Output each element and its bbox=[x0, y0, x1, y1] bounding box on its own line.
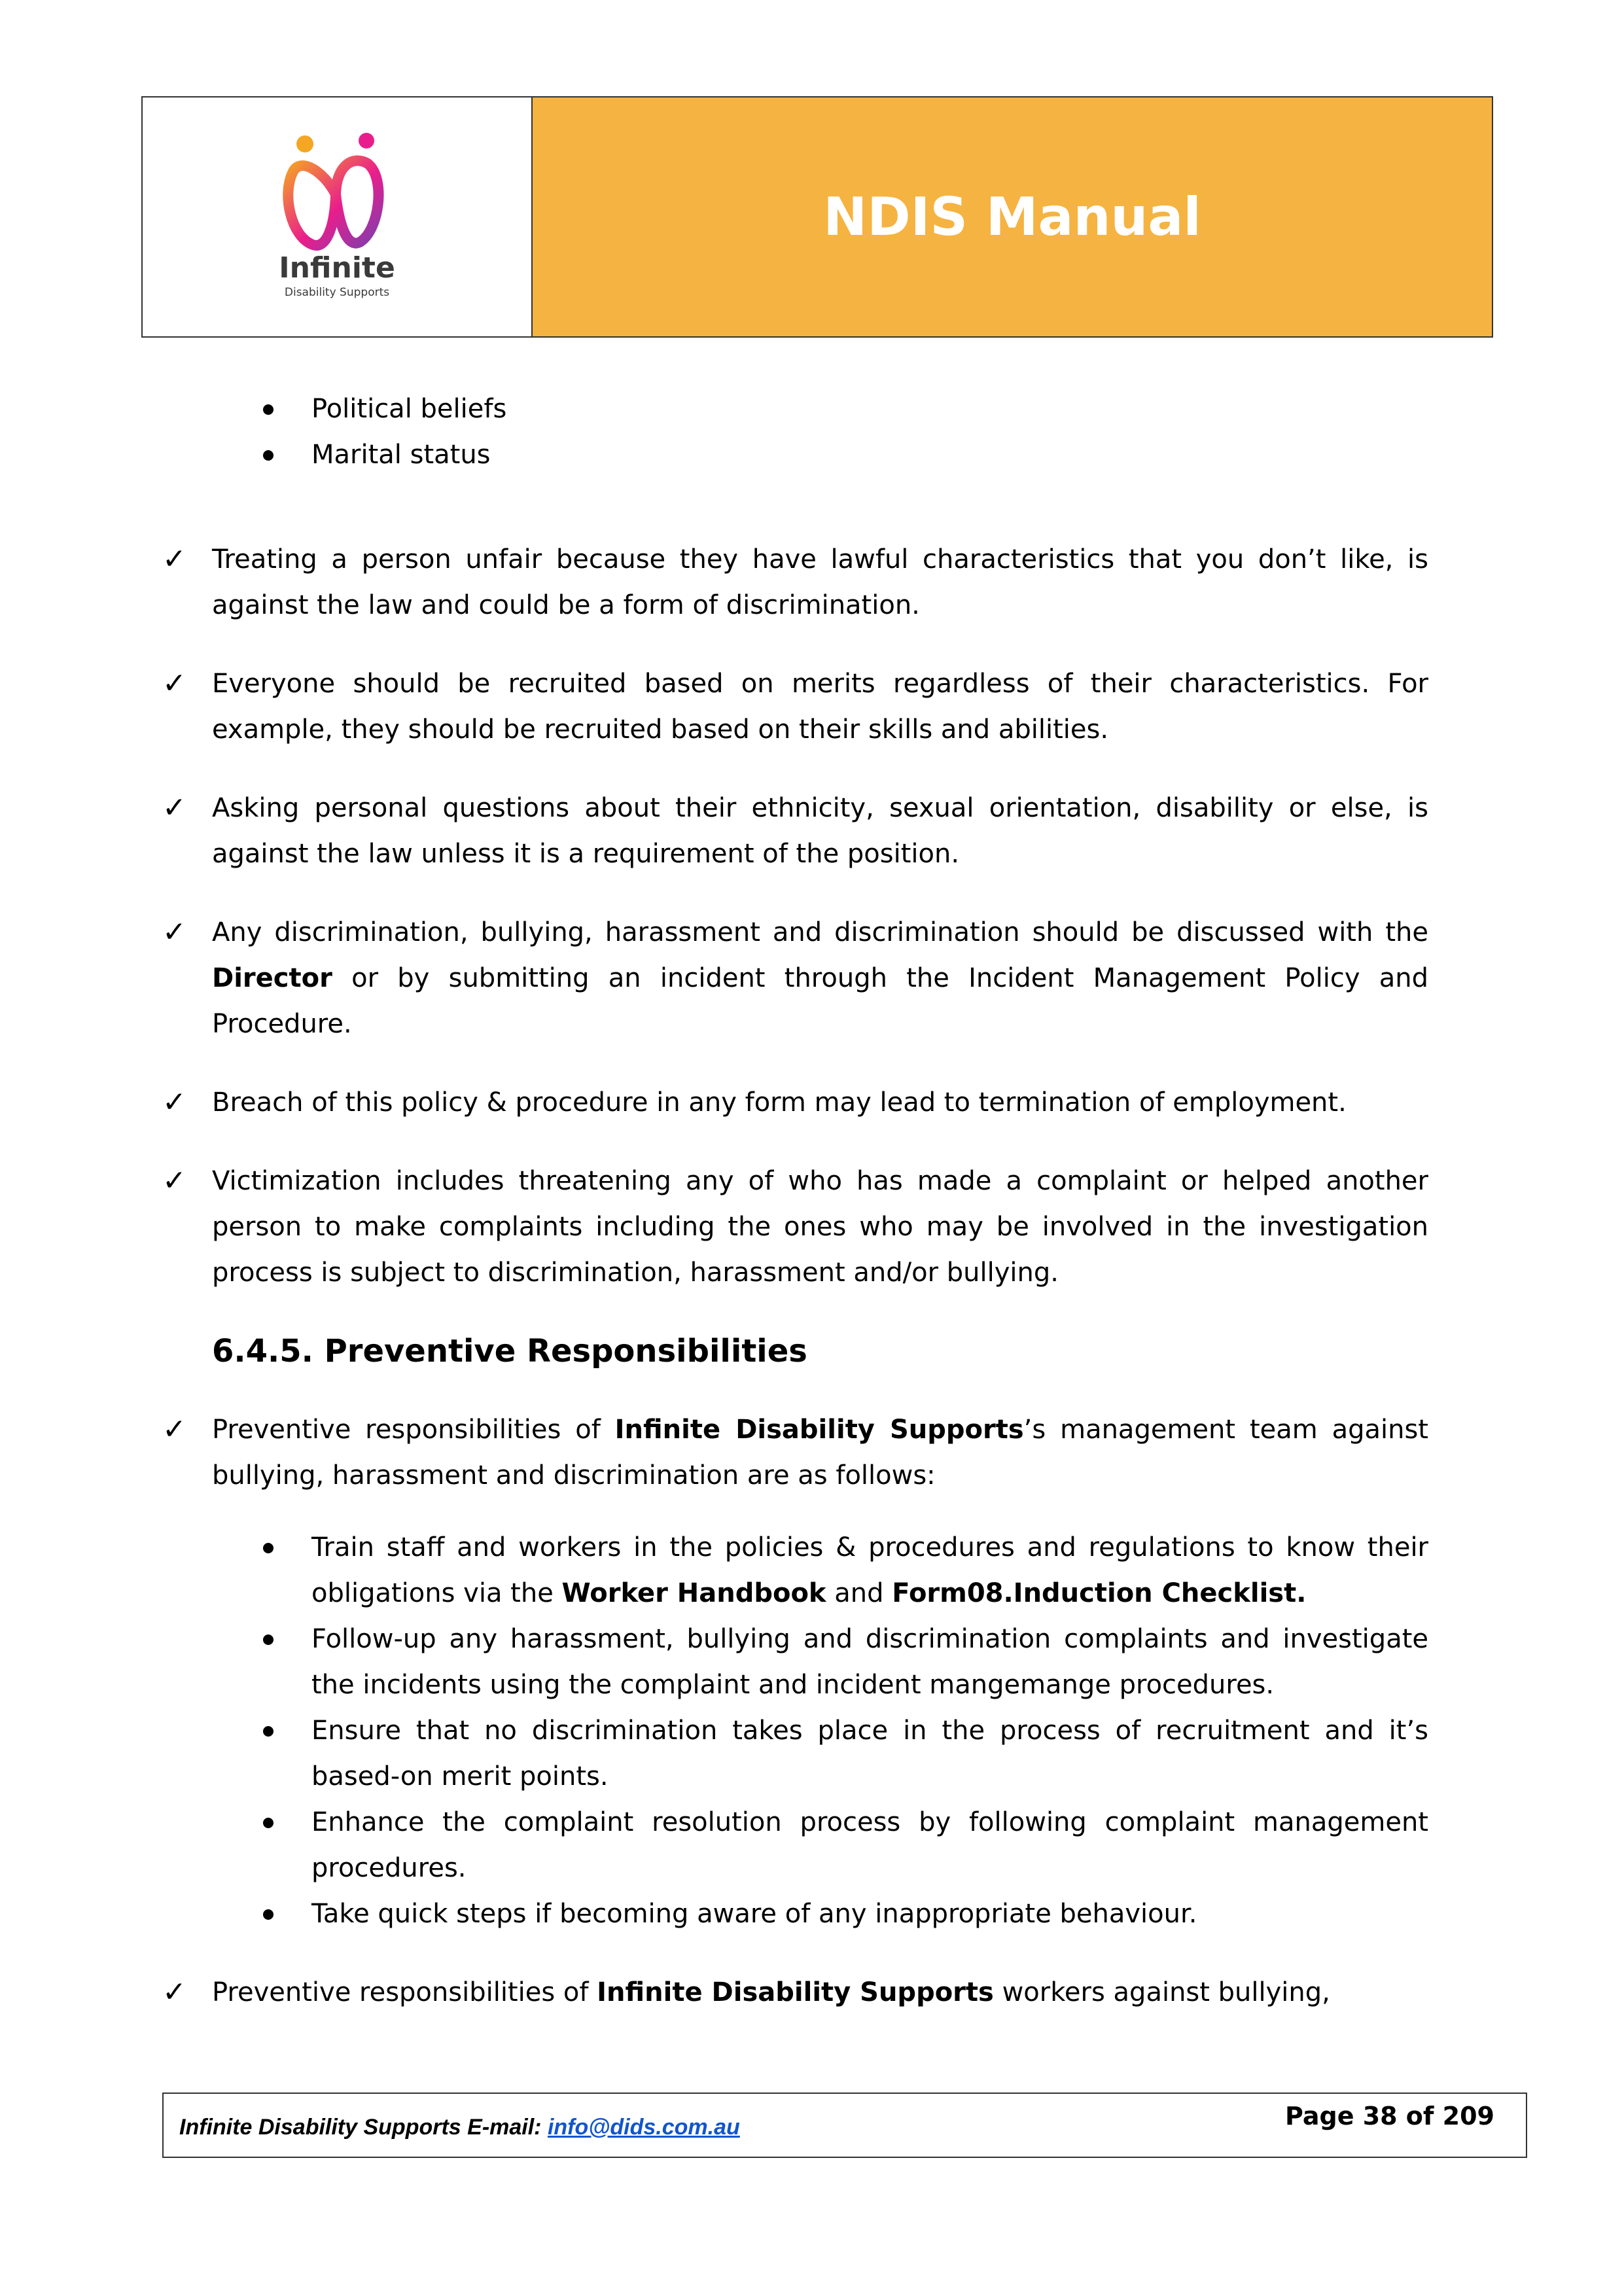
logo-infinity-icon bbox=[288, 160, 378, 245]
checkmark-icon: ✓ bbox=[162, 542, 186, 576]
checkmark-icon: ✓ bbox=[162, 1164, 186, 1197]
list-item: Train staff and workers in the policies & procedures and regulations to know their obligations via the Worker Handbook and Form08.Induction Checklist. bbox=[162, 1525, 1428, 1616]
email-link[interactable]: info@dids.com.au bbox=[547, 2115, 740, 2140]
check-item: ✓ Any discrimination, bullying, harassment and discrimination should be discussed with the Director or by submitting an incident through the Incident Management Policy and Procedure. bbox=[162, 910, 1428, 1047]
checklist bbox=[162, 537, 1428, 1296]
check-item: ✓ Victimization includes threatening any of who has made a complaint or helped another person to make complaints including the ones who may be involved in the investigation process is subject to discrimination, harassment and/or bullying. bbox=[162, 1158, 1428, 1296]
check-item: ✓ Asking personal questions about their ethnicity, sexual orientation, disability or else, is against the law unless it is a requirement of the position. bbox=[162, 785, 1428, 877]
logo-name: Infinite bbox=[279, 251, 395, 285]
list-item: Ensure that no discrimination takes place in the process of recruitment and it’s based-on merit points. bbox=[162, 1708, 1428, 1799]
company-logo bbox=[262, 132, 412, 302]
footer-contact bbox=[179, 2115, 740, 2140]
bullet-icon bbox=[263, 1818, 274, 1828]
page-title: NDIS Manual bbox=[823, 186, 1201, 247]
page-footer bbox=[162, 2093, 1527, 2158]
checkmark-icon: ✓ bbox=[162, 791, 186, 824]
logo-head-left-icon bbox=[296, 135, 313, 152]
document-body bbox=[162, 386, 1428, 2015]
list-item: Take quick steps if becoming aware of any inappropriate behaviour. bbox=[162, 1891, 1428, 1937]
list-item: Follow-up any harassment, bullying and discrimination complaints and investigate the incidents using the complaint and incident mangemange procedures. bbox=[162, 1616, 1428, 1708]
top-bullet-list bbox=[162, 386, 1428, 478]
bullet-icon bbox=[263, 450, 274, 461]
checkmark-icon: ✓ bbox=[162, 1975, 186, 2009]
bullet-icon bbox=[263, 1909, 274, 1920]
checkmark-icon: ✓ bbox=[162, 667, 186, 700]
logo-cell bbox=[143, 97, 533, 336]
logo-tagline: Disability Supports bbox=[284, 285, 390, 299]
checkmark-icon: ✓ bbox=[162, 915, 186, 949]
checkmark-icon: ✓ bbox=[162, 1413, 186, 1446]
footer-company-label: Infinite Disability Supports E-mail: bbox=[179, 2115, 542, 2140]
logo-head-right-icon bbox=[359, 133, 374, 149]
checkmark-icon: ✓ bbox=[162, 1086, 186, 1119]
page-header bbox=[141, 96, 1493, 338]
bullet-icon bbox=[263, 1543, 274, 1553]
check-item: ✓ Everyone should be recruited based on merits regardless of their characteristics. For example, they should be recruited based on their skills and abilities. bbox=[162, 661, 1428, 752]
title-band bbox=[533, 97, 1492, 336]
list-item: Marital status bbox=[162, 432, 1428, 478]
check-item: ✓ Breach of this policy & procedure in any form may lead to termination of employment. bbox=[162, 1080, 1428, 1125]
bullet-icon bbox=[263, 1726, 274, 1737]
preventive-checklist bbox=[162, 1407, 1428, 2015]
bullet-icon bbox=[263, 404, 274, 415]
check-item: ✓ Treating a person unfair because they have lawful characteristics that you don’t like, is against the law and could be a form of discrimination. bbox=[162, 537, 1428, 628]
list-item: Political beliefs bbox=[162, 386, 1428, 432]
page-number: Page 38 of 209 bbox=[1285, 2102, 1494, 2130]
section-heading: 6.4.5. Preventive Responsibilities bbox=[212, 1333, 807, 1369]
management-responsibilities-list bbox=[162, 1525, 1428, 1937]
check-item: ✓ Preventive responsibilities of Infinite Disability Supports’s management team against bullying, harassment and discrimination are as follows: Train staff and workers in the policies & procedures and regulations to know their obligations via the Worker Handbook and Form08.Induction Checklist. Follow-up any harassment, bullying and discrimination complaints and investigate the incidents using the complaint and incident mangemange procedures. Ensure that no discrimination takes place in the process of recruitment and it’s based-on merit points. Enhance the complaint resolution process by following complaint management procedures. Take quick steps if becoming aware of any inappropriate behaviour. bbox=[162, 1407, 1428, 1937]
bullet-icon bbox=[263, 1634, 274, 1645]
check-item: ✓ Preventive responsibilities of Infinite Disability Supports workers against bullying, bbox=[162, 1969, 1428, 2015]
list-item: Enhance the complaint resolution process by following complaint management procedures. bbox=[162, 1799, 1428, 1891]
